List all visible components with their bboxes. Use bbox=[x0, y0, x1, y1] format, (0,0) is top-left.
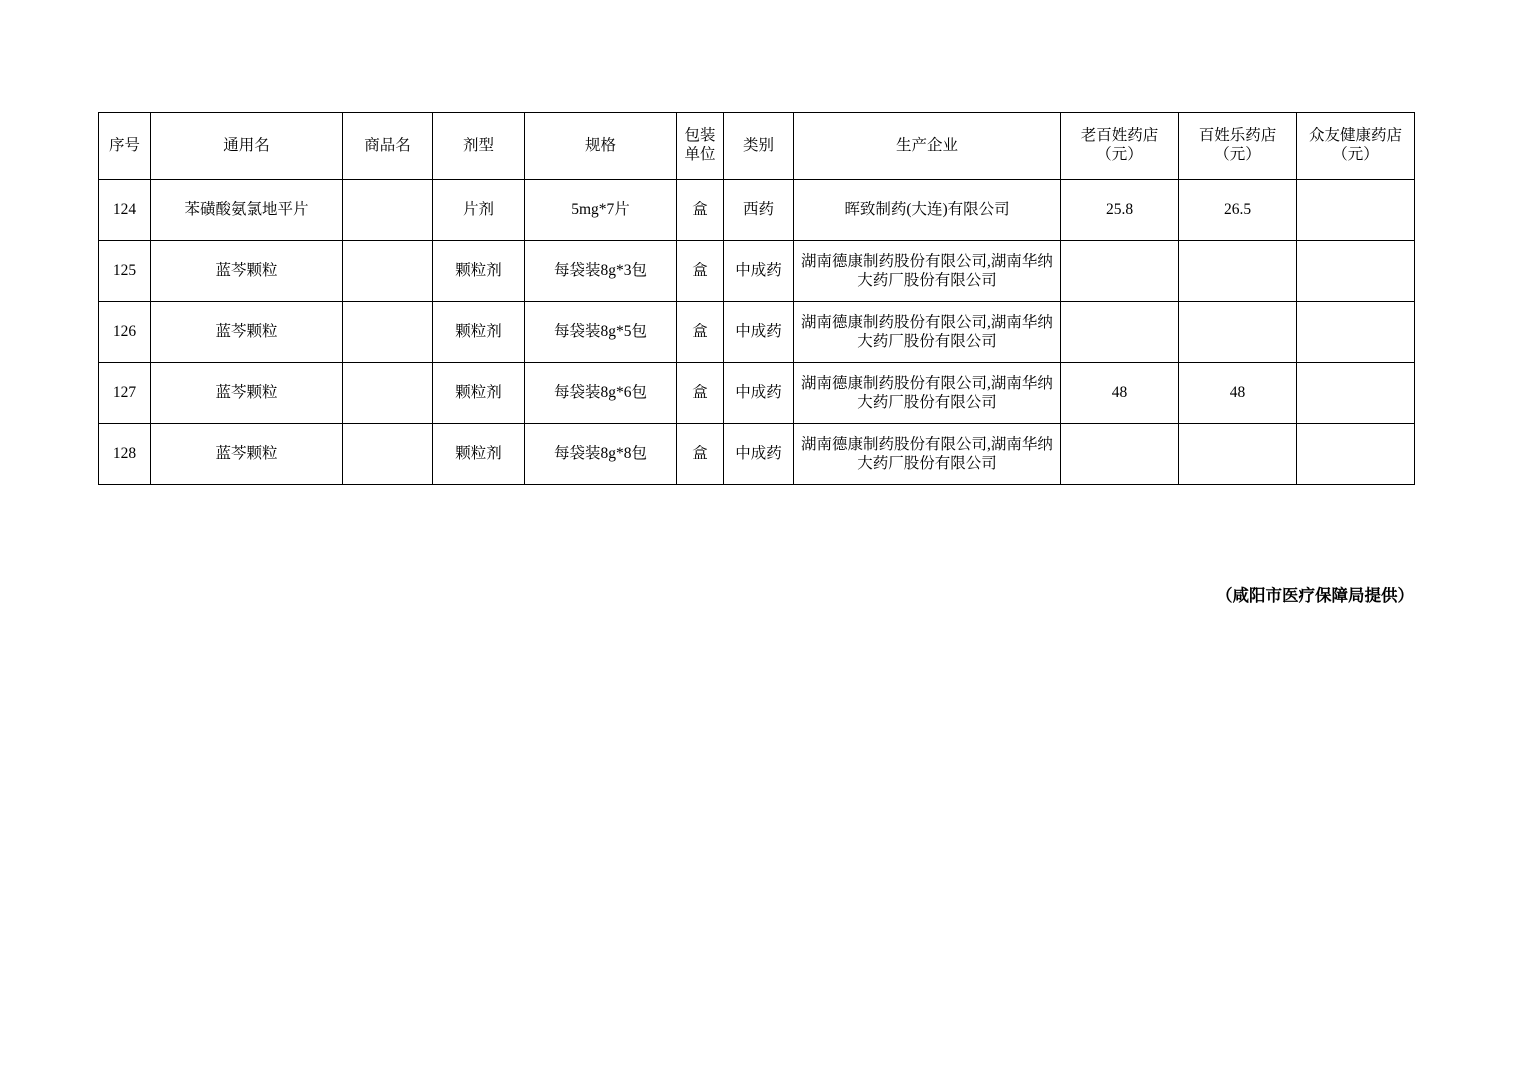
cell-specification: 每袋装8g*5包 bbox=[525, 302, 677, 363]
cell-category: 中成药 bbox=[724, 363, 794, 424]
cell-manufacturer: 湖南德康制药股份有限公司,湖南华纳大药厂股份有限公司 bbox=[794, 363, 1061, 424]
table-row bbox=[99, 241, 1415, 302]
table-row bbox=[99, 302, 1415, 363]
cell-brand-name bbox=[343, 180, 433, 241]
cell-dosage-form: 颗粒剂 bbox=[433, 302, 525, 363]
cell-price-laobaixing: 48 bbox=[1061, 363, 1179, 424]
column-header-package-unit bbox=[677, 113, 724, 180]
cell-generic-name: 蓝芩颗粒 bbox=[151, 241, 343, 302]
cell-price-baixingle: 48 bbox=[1179, 363, 1297, 424]
cell-price-zhongyou bbox=[1297, 363, 1415, 424]
cell-price-baixingle: 26.5 bbox=[1179, 180, 1297, 241]
cell-generic-name: 蓝芩颗粒 bbox=[151, 302, 343, 363]
column-header-category: 类别 bbox=[724, 113, 794, 180]
column-header-dosage-form: 剂型 bbox=[433, 113, 525, 180]
cell-price-laobaixing bbox=[1061, 424, 1179, 485]
table-body bbox=[99, 180, 1415, 485]
cell-specification: 每袋装8g*8包 bbox=[525, 424, 677, 485]
table-header-row bbox=[99, 113, 1415, 180]
cell-dosage-form: 颗粒剂 bbox=[433, 424, 525, 485]
cell-package-unit: 盒 bbox=[677, 363, 724, 424]
cell-index: 126 bbox=[99, 302, 151, 363]
column-header-manufacturer: 生产企业 bbox=[794, 113, 1061, 180]
column-header-price1-line1: 老百姓药店 bbox=[1080, 127, 1159, 145]
cell-price-zhongyou bbox=[1297, 424, 1415, 485]
cell-price-baixingle bbox=[1179, 241, 1297, 302]
cell-price-baixingle bbox=[1179, 302, 1297, 363]
cell-index: 125 bbox=[99, 241, 151, 302]
cell-index: 128 bbox=[99, 424, 151, 485]
cell-generic-name: 蓝芩颗粒 bbox=[151, 424, 343, 485]
column-header-package-unit-line2: 单位 bbox=[684, 146, 716, 163]
column-header-specification: 规格 bbox=[525, 113, 677, 180]
column-header-price-zhongyou bbox=[1297, 113, 1415, 180]
column-header-generic-name: 通用名 bbox=[151, 113, 343, 180]
table-row bbox=[99, 180, 1415, 241]
column-header-price2-line1: 百姓乐药店 bbox=[1198, 127, 1277, 145]
cell-category: 中成药 bbox=[724, 424, 794, 485]
source-note: （咸阳市医疗保障局提供） bbox=[1216, 587, 1414, 605]
cell-specification: 每袋装8g*3包 bbox=[525, 241, 677, 302]
cell-manufacturer: 晖致制药(大连)有限公司 bbox=[794, 180, 1061, 241]
cell-price-laobaixing bbox=[1061, 302, 1179, 363]
cell-dosage-form: 颗粒剂 bbox=[433, 241, 525, 302]
cell-brand-name bbox=[343, 424, 433, 485]
column-header-package-unit-line1: 包装 bbox=[684, 127, 716, 145]
cell-manufacturer: 湖南德康制药股份有限公司,湖南华纳大药厂股份有限公司 bbox=[794, 302, 1061, 363]
column-header-price-laobaixing bbox=[1061, 113, 1179, 180]
cell-brand-name bbox=[343, 302, 433, 363]
cell-specification: 5mg*7片 bbox=[525, 180, 677, 241]
cell-price-zhongyou bbox=[1297, 180, 1415, 241]
cell-package-unit: 盒 bbox=[677, 424, 724, 485]
column-header-price1-line2: （元） bbox=[1096, 146, 1143, 163]
column-header-price3-line1: 众友健康药店 bbox=[1308, 127, 1402, 145]
cell-brand-name bbox=[343, 363, 433, 424]
cell-index: 124 bbox=[99, 180, 151, 241]
cell-price-laobaixing: 25.8 bbox=[1061, 180, 1179, 241]
cell-package-unit: 盒 bbox=[677, 302, 724, 363]
cell-specification: 每袋装8g*6包 bbox=[525, 363, 677, 424]
cell-price-zhongyou bbox=[1297, 302, 1415, 363]
drug-price-table bbox=[98, 112, 1415, 485]
cell-dosage-form: 颗粒剂 bbox=[433, 363, 525, 424]
cell-price-baixingle bbox=[1179, 424, 1297, 485]
column-header-price2-line2: （元） bbox=[1214, 146, 1261, 163]
cell-generic-name: 苯磺酸氨氯地平片 bbox=[151, 180, 343, 241]
column-header-index: 序号 bbox=[99, 113, 151, 180]
table-header bbox=[99, 113, 1415, 180]
table-row bbox=[99, 363, 1415, 424]
cell-category: 中成药 bbox=[724, 302, 794, 363]
cell-package-unit: 盒 bbox=[677, 241, 724, 302]
column-header-price3-line2: （元） bbox=[1332, 146, 1379, 163]
cell-package-unit: 盒 bbox=[677, 180, 724, 241]
cell-index: 127 bbox=[99, 363, 151, 424]
cell-brand-name bbox=[343, 241, 433, 302]
drug-price-table-container bbox=[98, 112, 1414, 605]
table-row bbox=[99, 424, 1415, 485]
cell-generic-name: 蓝芩颗粒 bbox=[151, 363, 343, 424]
cell-manufacturer: 湖南德康制药股份有限公司,湖南华纳大药厂股份有限公司 bbox=[794, 241, 1061, 302]
column-header-price-baixingle bbox=[1179, 113, 1297, 180]
cell-category: 中成药 bbox=[724, 241, 794, 302]
cell-price-laobaixing bbox=[1061, 241, 1179, 302]
cell-price-zhongyou bbox=[1297, 241, 1415, 302]
column-header-brand-name: 商品名 bbox=[343, 113, 433, 180]
cell-dosage-form: 片剂 bbox=[433, 180, 525, 241]
cell-manufacturer: 湖南德康制药股份有限公司,湖南华纳大药厂股份有限公司 bbox=[794, 424, 1061, 485]
cell-category: 西药 bbox=[724, 180, 794, 241]
